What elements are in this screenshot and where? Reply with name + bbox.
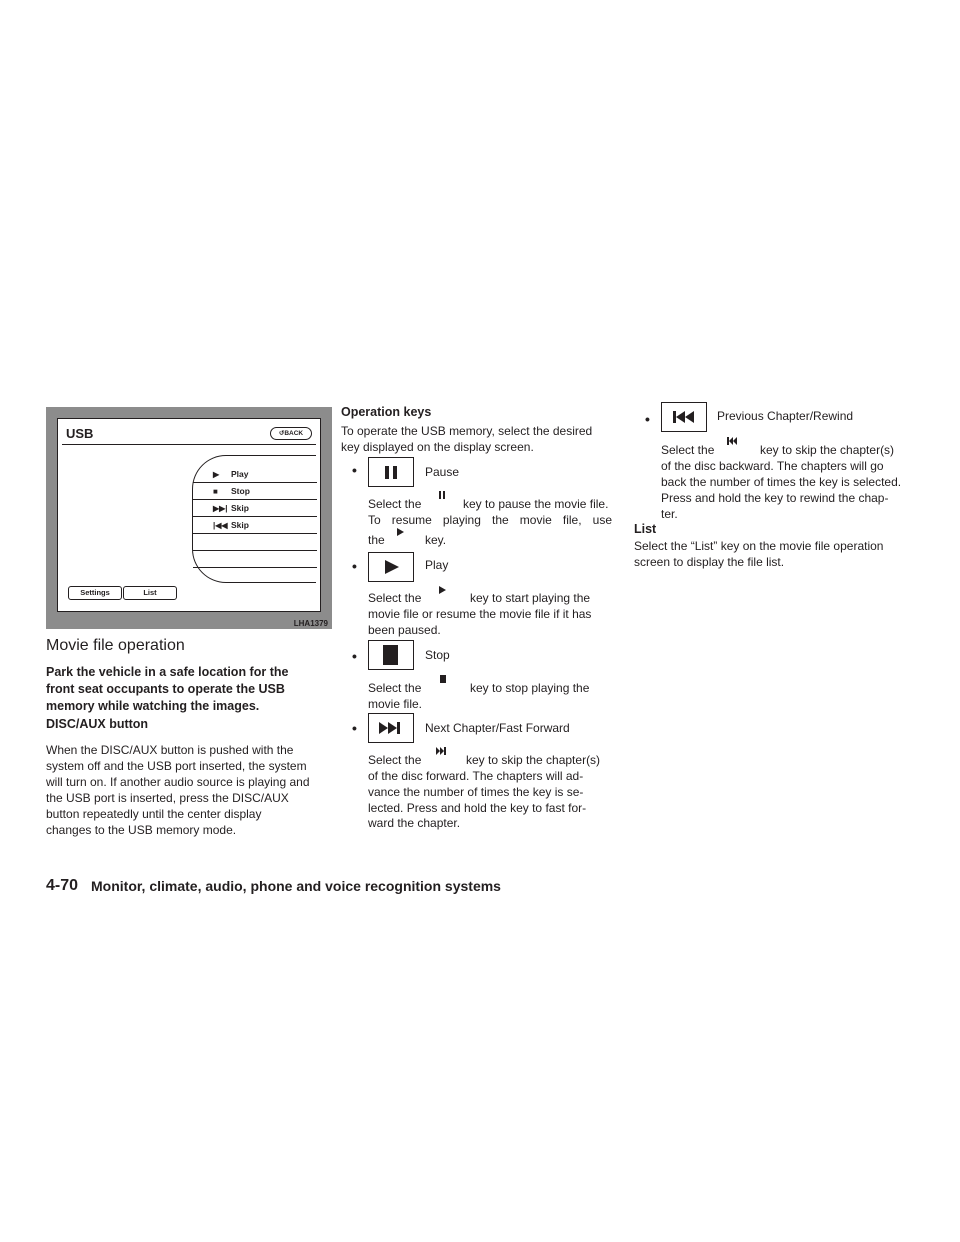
next-key-box [368,713,414,743]
previous-key-box [661,402,707,432]
skip-forward-key: ▶▶| Skip [193,500,317,517]
previous-chapter-icon [726,436,740,446]
play-title: Play [425,558,449,572]
play-icon [395,527,405,537]
operation-keys-heading: Operation keys [341,405,432,419]
pause-icon [437,490,447,500]
skip-back-key: |◀◀ Skip [193,517,317,534]
text-line: Select the [368,497,422,511]
stop-title: Stop [425,648,450,662]
page-number: 4-70 [46,877,79,894]
text-line: been paused. [368,623,441,637]
text-line: movie file or resume the movie file if it has [368,607,592,621]
list-paragraph: Select the “List” key on the movie file operation screen to display the file list. [634,539,884,569]
text-line: Select the [661,443,715,457]
play-icon [369,553,413,581]
text-line: To resume playing the movie file, use [368,513,612,527]
settings-button: Settings [68,586,122,600]
text-line: ter. [661,507,678,521]
disc-aux-paragraph: When the DISC/AUX button is pushed with the system off and the USB port inserted, the system will turn on. If another audio source is playing and the USB port is inserted, press the DISC/AUX button repeatedly until the center display changes to the USB memory mode. [46,743,310,837]
next-chapter-icon [435,746,449,756]
text-line: Select the [368,591,422,605]
pause-icon [369,458,413,486]
text-line: key to pause the movie file. [463,497,609,511]
stop-icon [438,674,448,684]
play-key: ▶ Play [193,466,317,483]
play-key-box [368,552,414,582]
text-line: key to stop playing the [470,681,590,695]
list-button: List [123,586,177,600]
figure-code: LHA1379 [293,619,328,628]
section-heading: Movie file operation [46,637,185,654]
text-line: of the disc backward. The chapters will go [661,459,884,473]
bullet: • [352,648,357,664]
pause-title: Pause [425,465,460,479]
text-line: vance the number of times the key is se- [368,785,584,799]
disc-aux-heading: DISC/AUX button [46,717,149,731]
bullet: • [352,558,357,574]
bullet: • [645,411,650,427]
previous-chapter-icon [662,403,706,431]
previous-title: Previous Chapter/Rewind [717,409,854,423]
back-button: ↺BACK [270,427,312,440]
chapter-title: Monitor, climate, audio, phone and voice recognition systems [91,878,501,894]
usb-display-screen [57,418,321,612]
screen-title: USB [66,426,94,441]
stop-icon: ■ [213,487,218,496]
text-line: Press and hold the key to rewind the chap- [661,491,889,505]
text-line: key to skip the chapter(s) [466,753,601,767]
text-line: lected. Press and hold the key to fast for- [368,801,587,815]
next-chapter-icon: ▶▶| [213,504,228,513]
list-heading: List [634,522,657,536]
text-line: Select the [368,681,422,695]
text-line: key. [425,533,447,547]
text-line: key to skip the chapter(s) [760,443,895,457]
text-line: ward the chapter. [368,816,461,830]
text-line: Select the [368,753,422,767]
stop-icon [369,641,413,669]
play-icon: ▶ [213,470,220,479]
key-panel [192,455,316,583]
next-chapter-icon [369,714,413,742]
stop-key-box [368,640,414,670]
back-arrow-icon: ↺ [278,430,285,437]
text-line: the [368,533,385,547]
play-icon [437,585,447,595]
bullet: • [352,720,357,736]
screen-divider [62,444,316,445]
previous-chapter-icon: |◀◀ [213,521,228,530]
pause-key-box [368,457,414,487]
next-title: Next Chapter/Fast Forward [425,721,570,735]
operation-keys-intro: To operate the USB memory, select the desired key displayed on the display screen. [341,424,593,454]
bullet: • [352,462,357,478]
usb-screen-figure [46,407,332,629]
text-line: back the number of times the key is selected. [661,475,902,489]
stop-key: ■ Stop [193,483,317,500]
text-line: movie file. [368,697,423,711]
safety-warning: Park the vehicle in a safe location for the front seat occupants to operate the USB memory while watching the images. [46,665,289,713]
empty-key [193,551,317,568]
empty-key [193,534,317,551]
text-line: key to start playing the [470,591,591,605]
text-line: of the disc forward. The chapters will ad- [368,769,584,783]
